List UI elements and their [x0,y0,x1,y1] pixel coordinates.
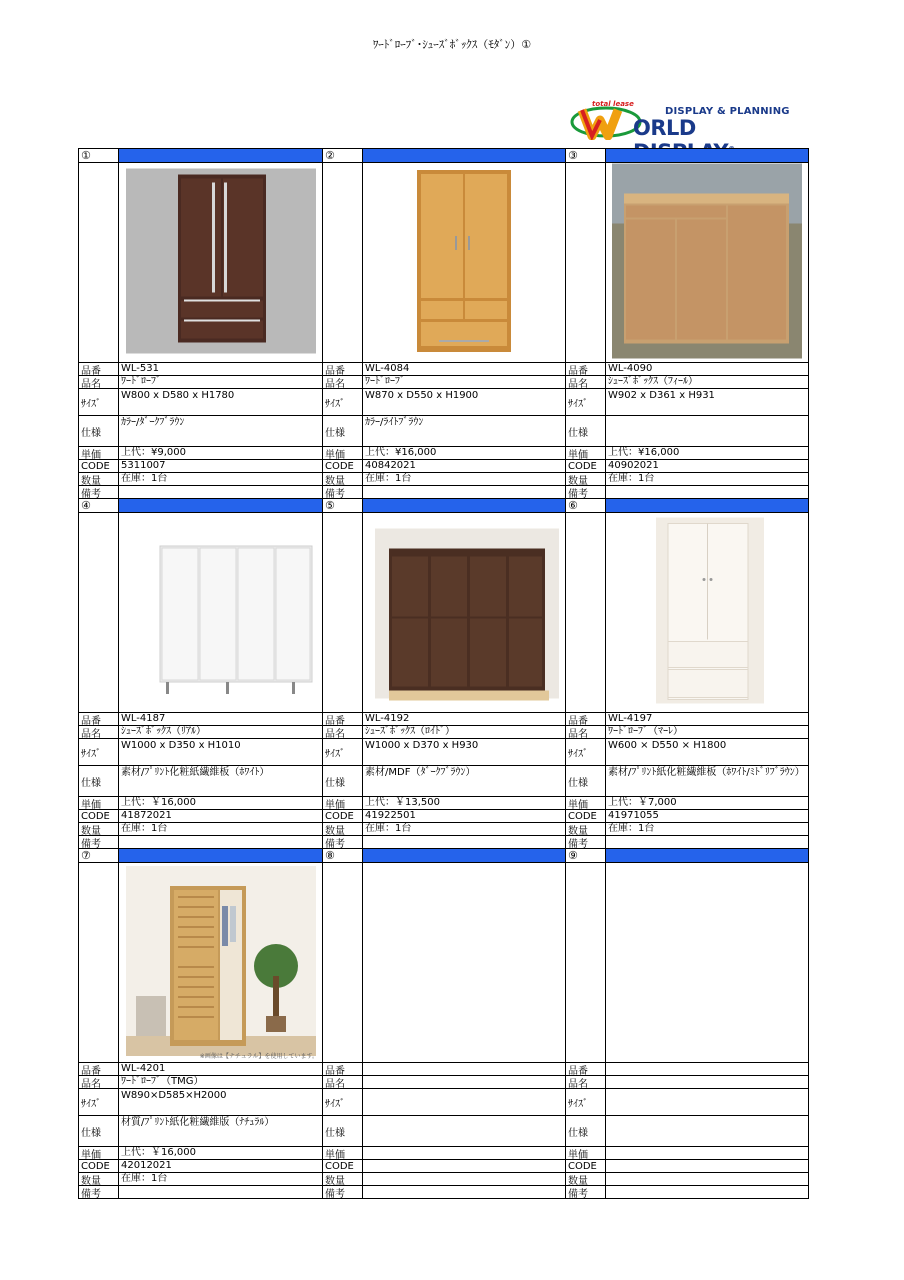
label-biko: 備考 [566,836,606,848]
label-tanka: 単価 [323,447,363,459]
value-hinban: WL-4090 [608,363,653,374]
logo-line1: DISPLAY & PLANNING [665,106,790,117]
product-photo [126,168,316,357]
image-row [566,163,808,363]
product-number: ⑥ [566,499,606,512]
row-hinban [566,363,808,376]
value-tanka: 上代：¥16,000 [365,447,437,458]
value-shiyou: 素材/ﾌﾟﾘﾝﾄ化粧紙繊維板（ﾎﾜｲﾄ） [121,767,270,778]
label-code: CODE [566,1160,606,1172]
header-bar [606,149,808,162]
row-biko [566,1186,808,1199]
label-shiyou: 仕様 [79,416,119,446]
product-number: ② [323,149,363,162]
row-code [323,460,565,473]
product-row [79,849,809,1199]
label-biko: 備考 [79,486,119,498]
label-hinban: 品番 [566,713,606,725]
value-hinmei: ｼｭｰｽﾞﾎﾞｯｸｽ（ﾘｱﾙ） [121,726,206,737]
value-suryo [363,1173,565,1185]
value-biko [363,486,565,498]
value-hinban: WL-4187 [121,713,166,724]
value-suryo: 在庫：1台 [365,823,412,834]
product-number: ④ [79,499,119,512]
image-row [79,863,322,1063]
value-size: W1000 x D370 x H930 [365,740,479,751]
product-image [119,513,322,712]
row-biko [79,1186,322,1199]
logo-small-text: total lease [592,100,634,108]
header-bar [119,849,322,862]
label-tanka: 単価 [566,1147,606,1159]
row-hinban [79,1063,322,1076]
product-number: ⑨ [566,849,606,862]
label-tanka: 単価 [566,797,606,809]
value-hinban: WL-4201 [121,1063,166,1074]
cell-header [323,499,565,513]
cell-header [79,499,322,513]
product-image [119,163,322,362]
row-tanka [323,1147,565,1160]
value-suryo: 在庫：1台 [608,473,655,484]
row-hinban [566,713,808,726]
label-code: CODE [323,810,363,822]
label-hinmei: 品名 [323,726,363,738]
label-suryo: 数量 [323,473,363,485]
image-row [323,513,565,713]
label-shiyou: 仕様 [566,766,606,796]
label-tanka: 単価 [79,797,119,809]
row-suryo [79,1173,322,1186]
value-shiyou: 素材/ﾌﾟﾘﾝﾄ紙化粧繊維板（ﾎﾜｲﾄ/ﾐﾄﾞﾘﾌﾞﾗｳﾝ） [608,767,805,778]
value-size: W600 × D550 × H1800 [608,740,727,751]
value-hinban: WL-4192 [365,713,410,724]
header-bar [606,849,808,862]
row-hinmei [79,726,322,739]
value-biko [606,836,808,848]
label-tanka: 単価 [79,1147,119,1159]
label-tanka: 単価 [323,797,363,809]
product-image [363,863,565,1062]
value-tanka [363,1147,565,1159]
row-hinmei [79,1076,322,1089]
product-number: ⑤ [323,499,363,512]
row-hinmei [566,726,808,739]
value-code [606,1160,808,1172]
label-hinmei: 品名 [323,1076,363,1088]
value-biko [606,486,808,498]
value-hinmei: ｼｭｰｽﾞﾎﾞｯｸｽ（ﾌｨｰﾙ） [608,376,698,387]
product-photo [126,866,316,1060]
row-tanka [79,797,322,810]
value-shiyou [363,1116,565,1146]
value-size: W902 x D361 x H931 [608,390,715,401]
label-suryo: 数量 [79,473,119,485]
value-code [363,1160,565,1172]
label-biko: 備考 [323,836,363,848]
value-hinmei: ﾜｰﾄﾞﾛｰﾌﾞ [121,376,161,387]
value-hinmei: ﾜｰﾄﾞﾛｰﾌﾞ [365,376,405,387]
value-hinban: WL-4084 [365,363,410,374]
row-suryo [79,473,322,486]
value-shiyou: 材質/ﾌﾟﾘﾝﾄ紙化粧繊維版（ﾅﾁｭﾗﾙ） [121,1117,275,1128]
row-biko [79,836,322,849]
row-biko [323,1186,565,1199]
row-tanka [566,797,808,810]
value-code: 41922501 [365,810,416,821]
value-size: W870 x D550 x H1900 [365,390,479,401]
world-display-logo [570,100,800,142]
product-image [606,513,808,712]
value-suryo: 在庫：1台 [121,823,168,834]
label-hinban: 品番 [323,363,363,375]
label-biko: 備考 [566,486,606,498]
logo-line2: ORLD [633,116,696,140]
product-image [606,863,808,1062]
value-size [606,1089,808,1115]
cell-header [566,849,808,863]
label-hinban: 品番 [566,1063,606,1075]
product-cell [79,149,323,499]
product-image [363,163,565,362]
cell-header [566,149,808,163]
label-shiyou: 仕様 [323,416,363,446]
label-biko: 備考 [323,486,363,498]
row-hinban [323,363,565,376]
value-biko [363,1186,565,1198]
row-hinban [323,713,565,726]
cell-header [79,149,322,163]
row-code [566,810,808,823]
label-shiyou: 仕様 [79,1116,119,1146]
value-shiyou [606,1116,808,1146]
row-biko [79,486,322,499]
label-hinban: 品番 [323,713,363,725]
row-size [323,1089,565,1116]
value-shiyou: 素材/MDF（ﾀﾞｰｸﾌﾞﾗｳﾝ） [365,767,476,778]
value-code: 5311007 [121,460,166,471]
value-size: W1000 x D350 x H1010 [121,740,241,751]
label-hinban: 品番 [566,363,606,375]
row-hinban [79,363,322,376]
row-biko [323,836,565,849]
label-suryo: 数量 [79,1173,119,1185]
label-size: ｻｲｽﾞ [566,389,606,415]
label-shiyou: 仕様 [566,1116,606,1146]
label-size: ｻｲｽﾞ [323,739,363,765]
row-code [79,460,322,473]
label-hinmei: 品名 [323,376,363,388]
image-row [323,163,565,363]
value-hinban [606,1063,808,1075]
value-suryo: 在庫：1台 [365,473,412,484]
product-cell [323,499,566,849]
product-cell [323,149,566,499]
value-biko [606,1186,808,1198]
value-tanka: 上代：¥9,000 [121,447,186,458]
value-code: 41971055 [608,810,659,821]
label-code: CODE [566,810,606,822]
row-biko [323,486,565,499]
row-code [566,1160,808,1173]
label-tanka: 単価 [79,447,119,459]
value-biko [363,836,565,848]
label-size: ｻｲｽﾞ [323,1089,363,1115]
header-bar [363,499,565,512]
header-bar [119,499,322,512]
row-size [79,739,322,766]
product-photo [612,163,802,362]
row-tanka [566,1147,808,1160]
label-code: CODE [323,1160,363,1172]
product-number: ⑦ [79,849,119,862]
product-photo [369,166,559,360]
label-code: CODE [79,460,119,472]
row-suryo [566,473,808,486]
label-biko: 備考 [566,1186,606,1198]
product-image [119,863,322,1062]
label-tanka: 単価 [566,447,606,459]
row-hinmei [566,376,808,389]
value-tanka: 上代：￥16,000 [121,797,196,808]
label-hinmei: 品名 [566,376,606,388]
label-suryo: 数量 [566,473,606,485]
label-hinmei: 品名 [566,1076,606,1088]
header-bar [363,149,565,162]
value-hinmei: ｼｭｰｽﾞﾎﾞｯｸｽ（ﾛｲﾄﾞ） [365,726,455,737]
product-cell [566,149,809,499]
row-shiyou [79,416,322,447]
row-biko [566,486,808,499]
label-size: ｻｲｽﾞ [566,739,606,765]
row-code [566,460,808,473]
label-tanka: 単価 [323,1147,363,1159]
product-image [606,163,808,362]
row-shiyou [79,766,322,797]
row-shiyou [79,1116,322,1147]
product-row [79,499,809,849]
label-code: CODE [79,1160,119,1172]
product-row [79,149,809,499]
row-shiyou [323,416,565,447]
value-size: W800 x D580 x H1780 [121,390,235,401]
label-biko: 備考 [79,1186,119,1198]
label-code: CODE [566,460,606,472]
value-tanka: 上代：￥13,500 [365,797,440,808]
row-hinmei [323,376,565,389]
label-suryo: 数量 [323,823,363,835]
row-code [323,1160,565,1173]
label-hinmei: 品名 [79,1076,119,1088]
row-tanka [79,1147,322,1160]
product-number: ③ [566,149,606,162]
label-suryo: 数量 [566,1173,606,1185]
row-tanka [79,447,322,460]
row-hinmei [323,726,565,739]
row-hinban [566,1063,808,1076]
product-photo [369,518,559,707]
row-suryo [566,823,808,836]
value-suryo: 在庫：1台 [121,473,168,484]
row-hinmei [79,376,322,389]
label-suryo: 数量 [79,823,119,835]
row-shiyou [323,766,565,797]
row-shiyou [566,1116,808,1147]
cell-header [79,849,322,863]
image-row [79,513,322,713]
value-shiyou: ｶﾗｰ/ﾀﾞｰｸﾌﾞﾗｳﾝ [121,417,185,428]
label-size: ｻｲｽﾞ [79,389,119,415]
label-biko: 備考 [323,1186,363,1198]
label-hinban: 品番 [79,1063,119,1075]
label-hinban: 品番 [323,1063,363,1075]
row-shiyou [323,1116,565,1147]
value-suryo: 在庫：1台 [121,1173,168,1184]
label-hinmei: 品名 [566,726,606,738]
cell-header [323,149,565,163]
label-shiyou: 仕様 [323,766,363,796]
cell-header [566,499,808,513]
label-size: ｻｲｽﾞ [79,739,119,765]
value-code: 40902021 [608,460,659,471]
label-size: ｻｲｽﾞ [79,1089,119,1115]
value-suryo: 在庫：1台 [608,823,655,834]
image-row [79,163,322,363]
value-hinban [363,1063,565,1075]
product-cell [79,849,323,1199]
label-suryo: 数量 [323,1173,363,1185]
value-hinmei [606,1076,808,1088]
product-cell [566,499,809,849]
row-size [566,739,808,766]
value-hinban: WL-4197 [608,713,653,724]
product-cell [323,849,566,1199]
value-code: 40842021 [365,460,416,471]
value-tanka: 上代：¥16,000 [608,447,680,458]
product-photo [612,513,802,712]
cell-header [323,849,565,863]
row-size [323,739,565,766]
row-hinmei [566,1076,808,1089]
row-code [323,810,565,823]
value-shiyou [606,416,808,446]
value-biko [119,836,322,848]
row-suryo [566,1173,808,1186]
row-hinmei [323,1076,565,1089]
label-hinban: 品番 [79,363,119,375]
label-biko: 備考 [79,836,119,848]
image-row [566,513,808,713]
value-tanka: 上代：￥16,000 [121,1147,196,1158]
label-shiyou: 仕様 [323,1116,363,1146]
row-biko [566,836,808,849]
row-hinban [323,1063,565,1076]
row-size [566,1089,808,1116]
value-hinban: WL-531 [121,363,159,374]
row-suryo [323,823,565,836]
label-size: ｻｲｽﾞ [566,1089,606,1115]
product-photo [126,516,316,710]
product-grid [78,148,809,1199]
row-tanka [323,447,565,460]
value-code: 41872021 [121,810,172,821]
label-size: ｻｲｽﾞ [323,389,363,415]
image-caption: ※画像は【ナチュラル】を使用しています。 [199,1053,318,1060]
label-code: CODE [323,460,363,472]
value-biko [119,486,322,498]
row-size [79,1089,322,1116]
header-bar [363,849,565,862]
value-suryo [606,1173,808,1185]
product-image [363,513,565,712]
value-biko [119,1186,322,1198]
value-tanka: 上代：￥7,000 [608,797,677,808]
row-size [79,389,322,416]
image-row [566,863,808,1063]
label-code: CODE [79,810,119,822]
label-hinmei: 品名 [79,726,119,738]
document-title: ﾜｰﾄﾞﾛｰﾌﾞ･ｼｭｰｽﾞﾎﾞｯｸｽ（ﾓﾀﾞﾝ）① [372,38,532,51]
row-suryo [323,1173,565,1186]
label-shiyou: 仕様 [566,416,606,446]
row-tanka [566,447,808,460]
value-size [363,1089,565,1115]
value-hinmei: ﾜｰﾄﾞﾛｰﾌﾞ（TMG） [121,1076,204,1087]
value-hinmei: ﾜｰﾄﾞﾛｰﾌﾞ（ﾏｰﾚ） [608,726,683,737]
product-number: ① [79,149,119,162]
value-shiyou: ｶﾗｰ/ﾗｲﾄﾌﾞﾗｳﾝ [365,417,424,428]
value-code: 42012021 [121,1160,172,1171]
value-hinmei [363,1076,565,1088]
row-tanka [323,797,565,810]
label-suryo: 数量 [566,823,606,835]
row-shiyou [566,766,808,797]
row-suryo [323,473,565,486]
value-size: W890×D585×H2000 [121,1090,227,1101]
row-code [79,1160,322,1173]
label-hinban: 品番 [79,713,119,725]
image-row [323,863,565,1063]
row-suryo [79,823,322,836]
row-shiyou [566,416,808,447]
product-cell [79,499,323,849]
value-tanka [606,1147,808,1159]
header-bar [119,149,322,162]
row-size [323,389,565,416]
product-number: ⑧ [323,849,363,862]
header-bar [606,499,808,512]
row-code [79,810,322,823]
row-size [566,389,808,416]
label-shiyou: 仕様 [79,766,119,796]
label-hinmei: 品名 [79,376,119,388]
product-cell [566,849,809,1199]
row-hinban [79,713,322,726]
